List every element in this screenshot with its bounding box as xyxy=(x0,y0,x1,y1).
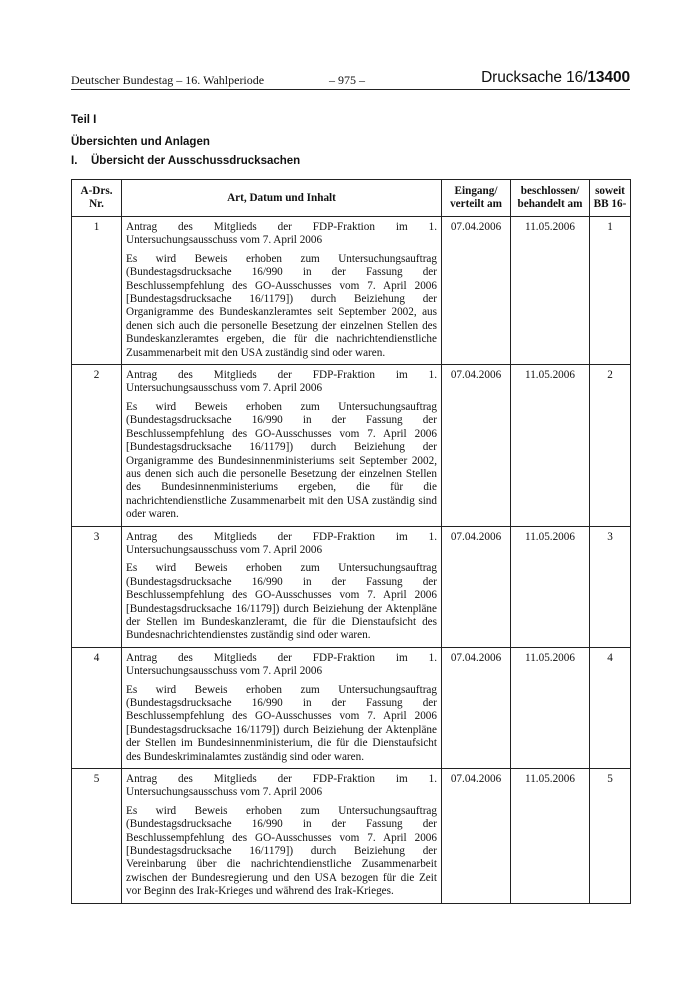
drucksache-number xyxy=(481,69,630,87)
cell-content xyxy=(122,217,442,365)
cell-beschlossen: 11.05.2006 xyxy=(511,769,590,904)
cell-soweit: 3 xyxy=(590,526,631,647)
antrag-text: Antrag des Mitglieds der FDP-Fraktion im 1. Untersuchungsausschuss vom 7. April 2006 xyxy=(126,530,437,556)
cell-soweit: 2 xyxy=(590,365,631,526)
cell-nr: 2 xyxy=(72,365,122,526)
cell-eingang: 07.04.2006 xyxy=(442,769,511,904)
cell-eingang: 07.04.2006 xyxy=(442,365,511,526)
cell-beschlossen: 11.05.2006 xyxy=(511,647,590,768)
beweis-text: Es wird Beweis erhoben zum Untersuchungsauftrag (Bundestagsdrucksache 16/990 in der Fassung der Beschlussempfehlung des GO-Ausschusses vom 7. April 2006 [Bundestagsdrucksache 16/1179]) durch Beiziehung der Organigramme des Bundesinnenministeriums seit September 2002, aus denen sich auch die personelle Besetzung der einzelnen Stellen des Bundesinnenministeriums ergeben, die für die nachrichtendienstliche Zusammenarbeit mit den USA zuständig sind oder waren. xyxy=(126,400,437,521)
beweis-text: Es wird Beweis erhoben zum Untersuchungsauftrag (Bundestagsdrucksache 16/990 in der Fassung der Beschlussempfehlung des GO-Ausschusses vom 7. April 2006 [Bundestagsdrucksache 16/1179]) durch Beiziehung der Aktenpläne der Stellen im Bundesinnenministerium, die für die Dienstaufsicht des Bundeskriminalamtes zuständig sind oder waren. xyxy=(126,683,437,763)
list-heading xyxy=(71,155,300,167)
table-row xyxy=(72,647,631,768)
cell-beschlossen: 11.05.2006 xyxy=(511,365,590,526)
header-art: Art, Datum und Inhalt xyxy=(122,180,442,217)
cell-content xyxy=(122,365,442,526)
cell-beschlossen: 11.05.2006 xyxy=(511,217,590,365)
cell-soweit: 4 xyxy=(590,647,631,768)
table-header-row xyxy=(72,180,631,217)
drucksache-id: 13400 xyxy=(587,69,630,86)
cell-nr: 1 xyxy=(72,217,122,365)
antrag-text: Antrag des Mitglieds der FDP-Fraktion im 1. Untersuchungsausschuss vom 7. April 2006 xyxy=(126,369,437,395)
table-row xyxy=(72,217,631,365)
cell-nr: 4 xyxy=(72,647,122,768)
cell-content xyxy=(122,526,442,647)
drucksache-prefix: Drucksache 16/ xyxy=(481,69,588,86)
table-row xyxy=(72,769,631,904)
page-header xyxy=(71,71,630,90)
cell-content xyxy=(122,769,442,904)
cell-content xyxy=(122,647,442,768)
cell-nr: 3 xyxy=(72,526,122,647)
beweis-text: Es wird Beweis erhoben zum Untersuchungsauftrag (Bundestagsdrucksache 16/990 in der Fassung der Beschlussempfehlung des GO-Ausschusses vom 7. April 2006 [Bundestagsdrucksache 16/1179]) durch Beiziehung der Organigramme des Bundeskanzleramtes seit September 2002, aus denen sich auch die personelle Besetzung der einzelnen Stellen des Bundeskanzleramtes ergeben, die für die nachrichtendienstliche Zusammenarbeit mit den USA zuständig sind oder waren. xyxy=(126,252,437,359)
ausschussdrucksachen-table xyxy=(71,179,631,904)
beweis-text: Es wird Beweis erhoben zum Untersuchungsauftrag (Bundestagsdrucksache 16/990 in der Fassung der Beschlussempfehlung des GO-Ausschusses vom 7. April 2006 [Bundestagsdrucksache 16/1179]) durch Beiziehung der Aktenpläne der Stellen im Bundeskanzleramt, die für die Dienstaufsicht des Bundesnachrichtendienstes zuständig sind oder waren. xyxy=(126,562,437,642)
cell-soweit: 1 xyxy=(590,217,631,365)
list-heading-number: I. xyxy=(71,155,78,167)
part-title: Teil I xyxy=(71,114,97,126)
cell-eingang: 07.04.2006 xyxy=(442,647,511,768)
section-subtitle: Übersichten und Anlagen xyxy=(71,136,210,148)
cell-eingang: 07.04.2006 xyxy=(442,217,511,365)
list-heading-title: Übersicht der Ausschussdrucksachen xyxy=(91,155,301,167)
cell-beschlossen: 11.05.2006 xyxy=(511,526,590,647)
cell-nr: 5 xyxy=(72,769,122,904)
antrag-text: Antrag des Mitglieds der FDP-Fraktion im 1. Untersuchungsausschuss vom 7. April 2006 xyxy=(126,221,437,247)
header-soweit: soweit BB 16- xyxy=(590,180,631,217)
table-row xyxy=(72,365,631,526)
cell-soweit: 5 xyxy=(590,769,631,904)
table-row xyxy=(72,526,631,647)
antrag-text: Antrag des Mitglieds der FDP-Fraktion im 1. Untersuchungsausschuss vom 7. April 2006 xyxy=(126,773,437,799)
antrag-text: Antrag des Mitglieds der FDP-Fraktion im 1. Untersuchungsausschuss vom 7. April 2006 xyxy=(126,651,437,678)
header-nr: A-Drs. Nr. xyxy=(72,180,122,217)
header-eingang: Eingang/ verteilt am xyxy=(442,180,511,217)
beweis-text: Es wird Beweis erhoben zum Untersuchungsauftrag (Bundestagsdrucksache 16/990 in der Fassung der Beschlussempfehlung des GO-Ausschusses vom 7. April 2006 [Bundestagsdrucksache 16/1179]) durch Beiziehung der Vereinbarung über die nachrichtendienstliche Zusammenarbeit zwischen der Bundesregierung und den USA bezogen für die Zeit vor Beginn des Irak-Krieges und während des Irak-Krieges. xyxy=(126,804,437,898)
cell-eingang: 07.04.2006 xyxy=(442,526,511,647)
header-beschlossen: beschlossen/ behandelt am xyxy=(511,180,590,217)
page-number: – 975 – xyxy=(329,73,365,87)
header-left: Deutscher Bundestag – 16. Wahlperiode xyxy=(71,73,265,87)
